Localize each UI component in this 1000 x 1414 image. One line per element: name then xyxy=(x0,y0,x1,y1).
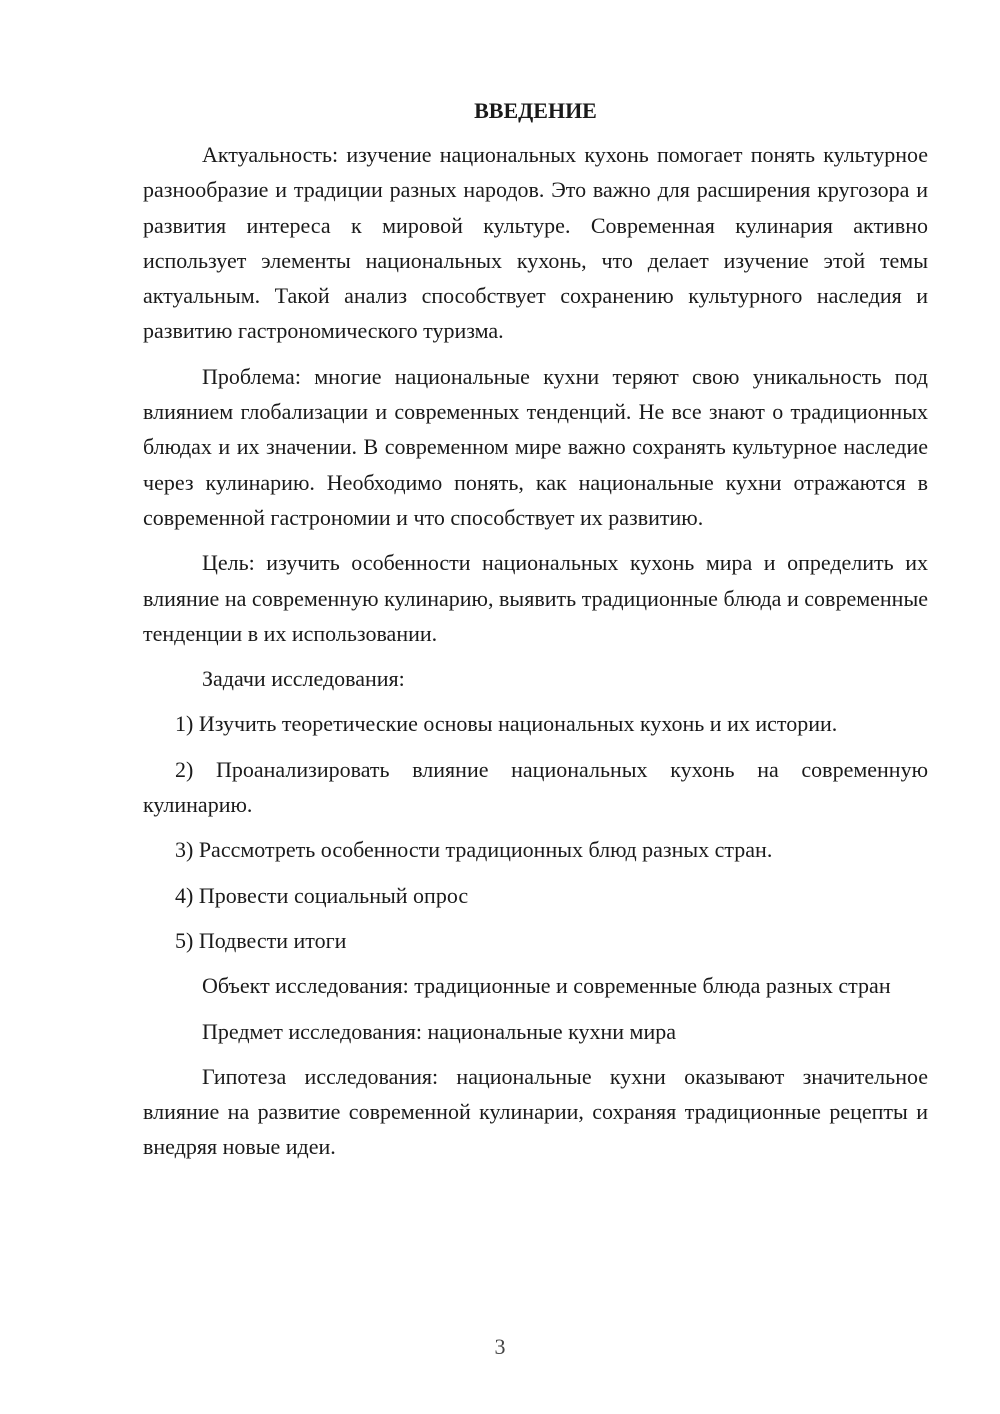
paragraph-problem: Проблема: многие национальные кухни теряют свою уникальность под влиянием глобализации и современных тенденций. Не все знают о традиционных блюдах и их значении. В современном мире важно сохранять культурное наследие через кулинарию. Необходимо понять, как национальные кухни отражаются в современной гастрономии и что способствует их развитию. xyxy=(143,363,928,530)
document-page xyxy=(143,95,928,1175)
task-item-4: 4) Провести социальный опрос xyxy=(175,882,469,908)
paragraph-hypothesis: Гипотеза исследования: национальные кухни оказывают значительное влияние на развитие современной кулинарии, сохраняя традиционные рецепты и внедряя новые идеи. xyxy=(143,1063,928,1160)
task-item-3: 3) Рассмотреть особенности традиционных блюд разных стран. xyxy=(175,837,773,863)
paragraph-subject: Предмет исследования: национальные кухни мира xyxy=(202,1018,676,1044)
paragraph-object: Объект исследования: традиционные и современные блюда разных стран xyxy=(202,973,891,999)
task-item-5: 5) Подвести итоги xyxy=(175,927,347,953)
paragraph-goal: Цель: изучить особенности национальных кухонь мира и определить их влияние на современную кулинарию, выявить традиционные блюда и современные тенденции в их использовании. xyxy=(143,550,928,646)
paragraph-relevance: Актуальность: изучение национальных кухонь помогает понять культурное разнообразие и традиции разных народов. Это важно для расширения кругозора и развития интереса к мировой культуре. Современная кулинария активно использует элементы национальных кухонь, что делает изучение этой темы актуальным. Такой анализ способствует сохранению культурного наследия и развитию гастрономического туризма. xyxy=(143,142,928,344)
task-item-1: 1) Изучить теоретические основы национальных кухонь и их истории. xyxy=(175,711,838,737)
section-heading: ВВЕДЕНИЕ xyxy=(474,98,597,123)
page-number: 3 xyxy=(494,1334,506,1359)
tasks-title: Задачи исследования: xyxy=(202,666,405,692)
task-item-2: 2) Проанализировать влияние национальных кухонь на современную кулинарию. xyxy=(143,756,928,818)
